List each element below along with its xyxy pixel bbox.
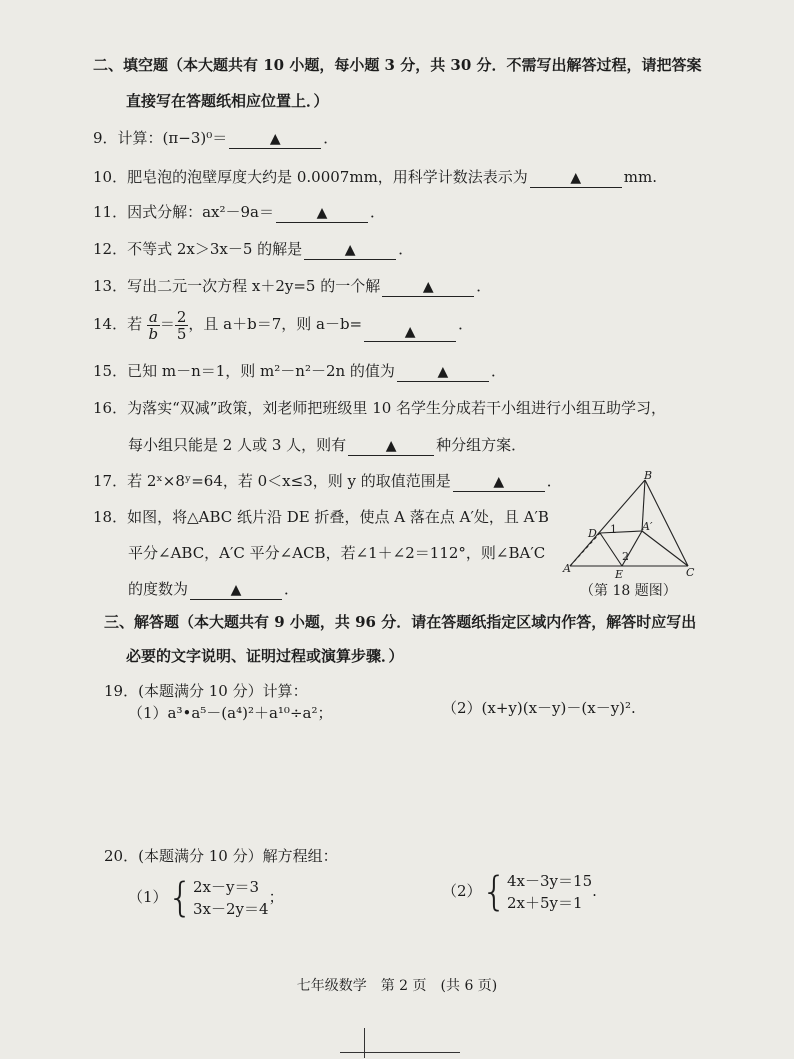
figure-caption: （第 18 题图）: [580, 583, 677, 599]
equation: 4x－3y＝15: [507, 872, 593, 890]
q18-pre: 的度数为: [128, 580, 189, 598]
line-a1c: [642, 531, 688, 566]
q14-end: ．: [458, 315, 474, 333]
q16-pre: 每小组只能是 2 人或 3 人，则有: [128, 436, 347, 454]
part2-label: （2）: [442, 882, 482, 900]
question-18-line3: [128, 578, 299, 600]
answer-blank: [397, 363, 489, 382]
question-15: [93, 360, 506, 382]
question-18-line2: 平分∠ABC，A′C 平分∠ACB，若∠1＋∠2＝112°，则∠BA′C: [128, 544, 546, 562]
q12-text: 12．不等式 2x＞3x－5 的解是: [93, 240, 303, 258]
equation: 3x－2y＝4: [193, 900, 269, 918]
q10-text: 10．肥皂泡的泡壁厚度大约是 0.0007mm，用科学计数法表示为: [93, 168, 528, 186]
question-20-part2: [442, 866, 597, 916]
q17-text: 17．若 2ˣ×8ʸ=64，若 0＜x≤3，则 y 的取值范围是: [93, 472, 451, 490]
q12-end: ．: [398, 240, 414, 258]
q15-text: 15．已知 m－n＝1，则 m²－n²－2n 的值为: [93, 362, 395, 380]
label-e: E: [615, 568, 624, 580]
triangle-mark: ▲: [385, 438, 397, 454]
question-16-line1: 16．为落实“双减”政策，刘老师把班级里 10 名学生分成若干小组进行小组互助学习，: [93, 399, 667, 417]
answer-blank: [530, 169, 622, 188]
answer-blank: [364, 323, 456, 342]
question-14: [93, 306, 473, 342]
equation: 2x＋5y＝1: [507, 894, 583, 912]
section3-heading-line1: 三、解答题（本大题共有 9 小题，共 96 分．请在答题纸指定区域内作答，解答时应写出: [104, 613, 697, 631]
fraction-a-over-b: [147, 309, 160, 342]
fold-line-de: [600, 533, 622, 566]
triangle-mark: ▲: [437, 364, 449, 380]
question-9: [93, 127, 338, 149]
label-b: B: [644, 469, 653, 482]
section3-heading-line2: 必要的文字说明、证明过程或演算步骤．）: [126, 647, 404, 665]
q10-end: mm.: [623, 168, 658, 186]
q9-text: 9．计算：(π−3)⁰＝: [93, 129, 228, 147]
question-16-line2: [128, 434, 526, 456]
line-da1: [600, 531, 642, 533]
angle-2-label: 2: [622, 550, 629, 563]
part1-label: （1）: [128, 888, 168, 906]
answer-blank: [229, 130, 321, 149]
q14-pre: 14．若: [93, 315, 143, 333]
answer-blank: [276, 204, 368, 223]
frac-numerator: a: [148, 307, 158, 326]
label-a-prime: A′: [642, 520, 653, 533]
q17-end: ．: [546, 472, 562, 490]
answer-blank: [348, 437, 434, 456]
question-18-line1: 18．如图，将△ABC 纸片沿 DE 折叠，使点 A 落在点 A′处，且 A′B: [93, 508, 549, 526]
triangle-mark: ▲: [344, 242, 356, 258]
page-footer: 七年级数学 第 2 页 (共 6 页): [296, 978, 498, 994]
q14-eq: ＝: [159, 315, 175, 333]
answer-blank: [304, 241, 396, 260]
question-19-part2: （2）(x+y)(x－y)－(x－y)².: [442, 699, 636, 717]
question-12: [93, 238, 413, 260]
triangle-mark: ▲: [404, 324, 416, 340]
q15-end: ．: [490, 362, 506, 380]
part2-end: .: [592, 882, 597, 900]
section2-heading-line1: 二、填空题（本大题共有 10 小题，每小题 3 分，共 30 分．不需写出解答过程，请把答案: [93, 56, 702, 74]
question-11: [93, 201, 385, 223]
question-19-part1: （1）a³•a⁵－(a⁴)²＋a¹⁰÷a²；: [128, 704, 333, 722]
triangle-mark: ▲: [422, 279, 434, 295]
frac-denominator: b: [148, 324, 159, 343]
part1-end: ；: [268, 888, 284, 906]
angle-1-label: 1: [610, 523, 617, 536]
equation: 2x－y＝3: [193, 878, 260, 896]
line-ab: [570, 480, 645, 566]
triangle-mark: ▲: [316, 205, 328, 221]
q9-end: ．: [323, 129, 339, 147]
triangle-fold-figure: [560, 468, 710, 580]
question-20-title: 20．(本题满分 10 分）解方程组：: [104, 847, 338, 865]
q14-mid: ，且 a＋b＝7，则 a－b=: [188, 315, 363, 333]
q18-end: ．: [284, 580, 300, 598]
answer-blank: [382, 278, 474, 297]
frac-denominator: 5: [176, 324, 187, 343]
question-20-part1: [128, 872, 284, 922]
brace-icon: {: [167, 875, 193, 921]
q11-end: ．: [370, 203, 386, 221]
triangle-mark: ▲: [570, 170, 582, 186]
question-10: [93, 166, 657, 188]
answer-blank: [453, 473, 545, 492]
question-19-title: 19．(本题满分 10 分）计算：: [104, 682, 308, 700]
q16-end: 种分组方案．: [436, 436, 527, 454]
label-c: C: [686, 566, 695, 579]
label-d: D: [588, 527, 597, 540]
question-17: [93, 470, 562, 492]
equation-system-2: [507, 870, 592, 914]
section2-heading-line2: 直接写在答题纸相应位置上．）: [126, 92, 329, 110]
frac-numerator: 2: [176, 307, 187, 326]
fraction-2-over-5: [175, 309, 189, 342]
triangle-mark: ▲: [493, 474, 505, 490]
answer-blank: [190, 581, 282, 600]
q13-end: ．: [476, 277, 492, 295]
brace-icon: {: [481, 869, 507, 915]
triangle-mark: ▲: [269, 131, 281, 147]
binding-line: [364, 1028, 365, 1058]
label-a: A: [563, 562, 571, 575]
binding-base: [340, 1052, 460, 1053]
triangle-mark: ▲: [230, 582, 242, 598]
q13-text: 13．写出二元一次方程 x＋2y=5 的一个解: [93, 277, 381, 295]
equation-system-1: [193, 876, 269, 920]
q11-text: 11．因式分解：ax²－9a＝: [93, 203, 274, 221]
question-13: [93, 275, 491, 297]
